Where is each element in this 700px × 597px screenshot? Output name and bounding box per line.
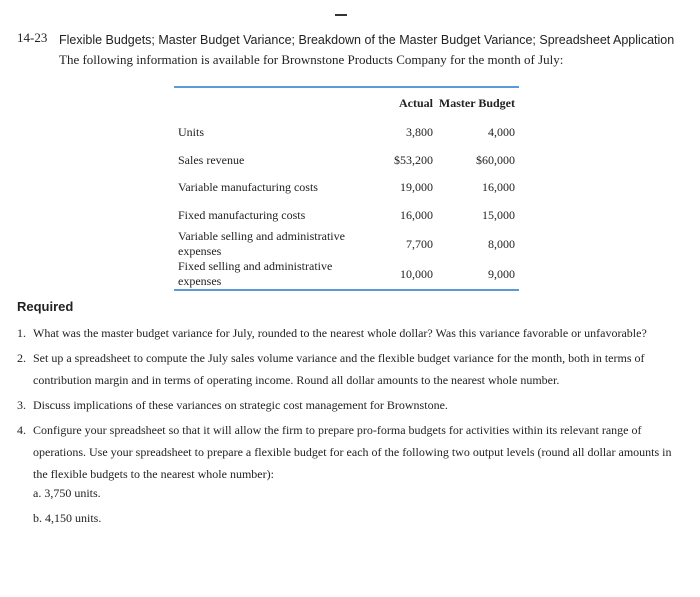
- required-item: [17, 394, 677, 416]
- required-item: [17, 322, 677, 344]
- required-list: [17, 322, 677, 488]
- required-item: [17, 347, 677, 391]
- actual-value: 10,000: [400, 266, 433, 281]
- problem-title: Flexible Budgets; Master Budget Variance; Breakdown of the Master Budget Variance; Spreadsheet Application: [59, 33, 675, 47]
- item-text: Configure your spreadsheet so that it will allow the firm to prepare pro-forma budgets for activities within its relevant range of operations. Use your spreadsheet to prepare a flexible budget for each of the following two output levels (round all dollar amounts in the flexible budgets to the nearest whole number):: [33, 423, 672, 481]
- table-row: [174, 147, 519, 175]
- row-label: Sales revenue: [178, 152, 245, 167]
- master-value: 4,000: [488, 125, 515, 140]
- table-row: [174, 229, 519, 259]
- master-value: 8,000: [488, 236, 515, 251]
- problem-number: 14-23: [17, 30, 48, 45]
- table-row: [174, 259, 519, 290]
- item-text: Set up a spreadsheet to compute the July sales volume variance and the flexible budget variance for the month, both in terms of contribution margin and in terms of operating income. Round all dollar amounts to the nearest whole number.: [33, 351, 645, 387]
- actual-value: 19,000: [400, 180, 433, 195]
- row-label: Variable manufacturing costs: [178, 180, 318, 195]
- budget-table: [174, 86, 519, 291]
- table-row: [174, 202, 519, 230]
- table-header-row: [174, 87, 519, 119]
- required-item: [17, 419, 677, 485]
- actual-value: 16,000: [400, 207, 433, 222]
- sub-item-b: b. 4,150 units.: [33, 511, 102, 525]
- master-value: 15,000: [482, 207, 515, 222]
- problem-intro: The following information is available for Brownstone Products Company for the month of July:: [59, 52, 564, 67]
- top-rule-mark: [335, 14, 347, 16]
- row-label: Fixed manufacturing costs: [178, 207, 306, 222]
- problem-header: [59, 30, 689, 70]
- master-value: 16,000: [482, 180, 515, 195]
- row-label: Fixed selling and administrative expenses: [178, 259, 333, 288]
- header-actual: Actual: [399, 96, 433, 110]
- master-value: 9,000: [488, 266, 515, 281]
- item-text: Discuss implications of these variances on strategic cost management for Brownstone.: [33, 398, 448, 412]
- table-row: [174, 174, 519, 202]
- item-number: 3.: [17, 398, 26, 412]
- sub-item-a: a. 3,750 units.: [33, 486, 101, 500]
- header-label: [174, 87, 369, 119]
- actual-value: 7,700: [406, 236, 433, 251]
- master-value: $60,000: [476, 152, 515, 167]
- actual-value: 3,800: [406, 125, 433, 140]
- header-master-budget: Master Budget: [438, 96, 515, 110]
- actual-value: $53,200: [394, 152, 433, 167]
- item-text: What was the master budget variance for July, rounded to the nearest whole dollar? Was this variance favorable or unfavorable?: [33, 326, 647, 340]
- item-number: 4.: [17, 423, 26, 437]
- item-number: 2.: [17, 351, 26, 365]
- row-label: Units: [178, 125, 205, 140]
- table-row: [174, 119, 519, 147]
- row-label: Variable selling and administrative expenses: [178, 229, 345, 258]
- required-heading: Required: [17, 299, 74, 314]
- item-number: 1.: [17, 326, 26, 340]
